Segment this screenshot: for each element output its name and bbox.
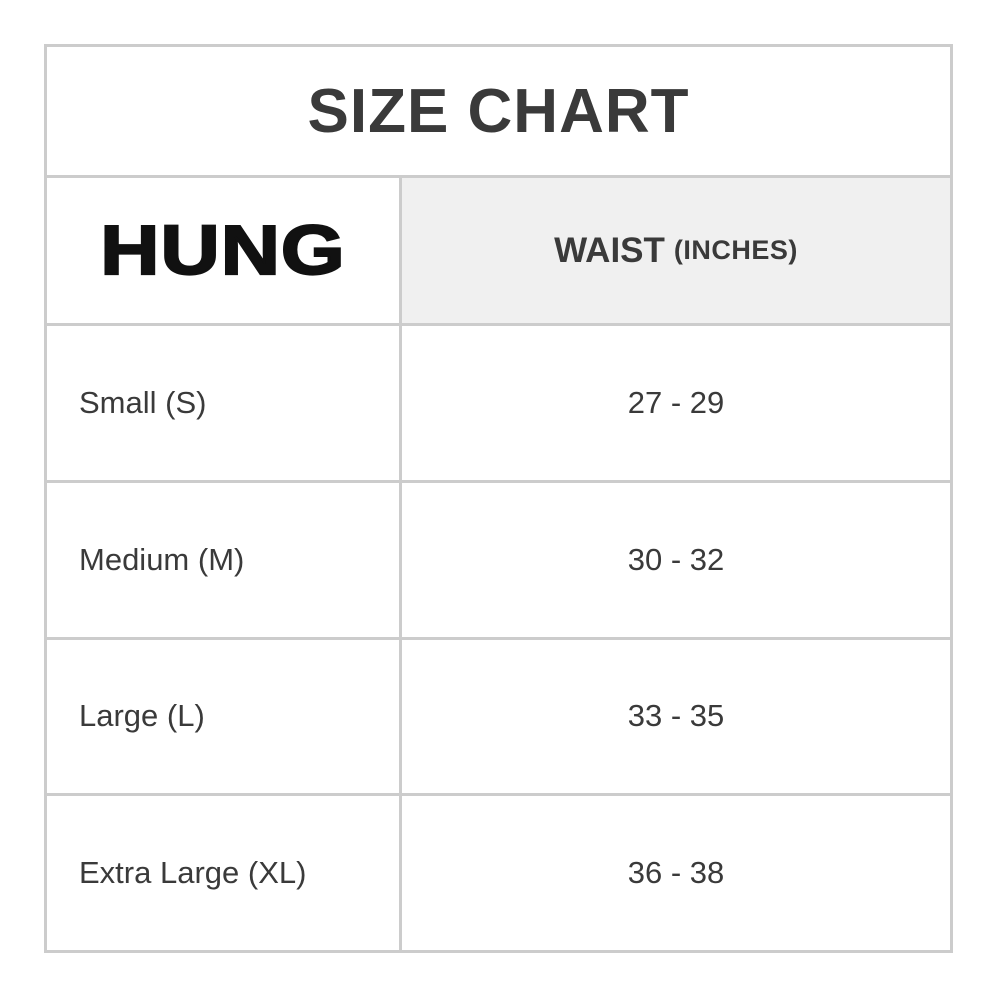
size-chart-title: SIZE CHART xyxy=(47,47,950,175)
table-row-large-waist-value: 33 - 35 xyxy=(399,637,950,794)
hung-brand-logo: HUNG xyxy=(100,211,346,289)
table-row-extra-large-size-label: Extra Large (XL) xyxy=(47,793,399,950)
table-row-extra-large-waist-value: 36 - 38 xyxy=(399,793,950,950)
table-row-small-size-label: Small (S) xyxy=(47,323,399,480)
brand-cell xyxy=(47,175,399,323)
table-row-large-size-label: Large (L) xyxy=(47,637,399,794)
waist-header-unit: (INCHES) xyxy=(673,235,798,265)
table-row-medium-size-label: Medium (M) xyxy=(47,480,399,637)
table-row-small-waist-value: 27 - 29 xyxy=(399,323,950,480)
waist-header-label: WAIST xyxy=(554,230,665,270)
waist-column-header xyxy=(399,175,950,323)
table-row-medium-waist-value: 30 - 32 xyxy=(399,480,950,637)
size-chart-table xyxy=(44,44,953,953)
